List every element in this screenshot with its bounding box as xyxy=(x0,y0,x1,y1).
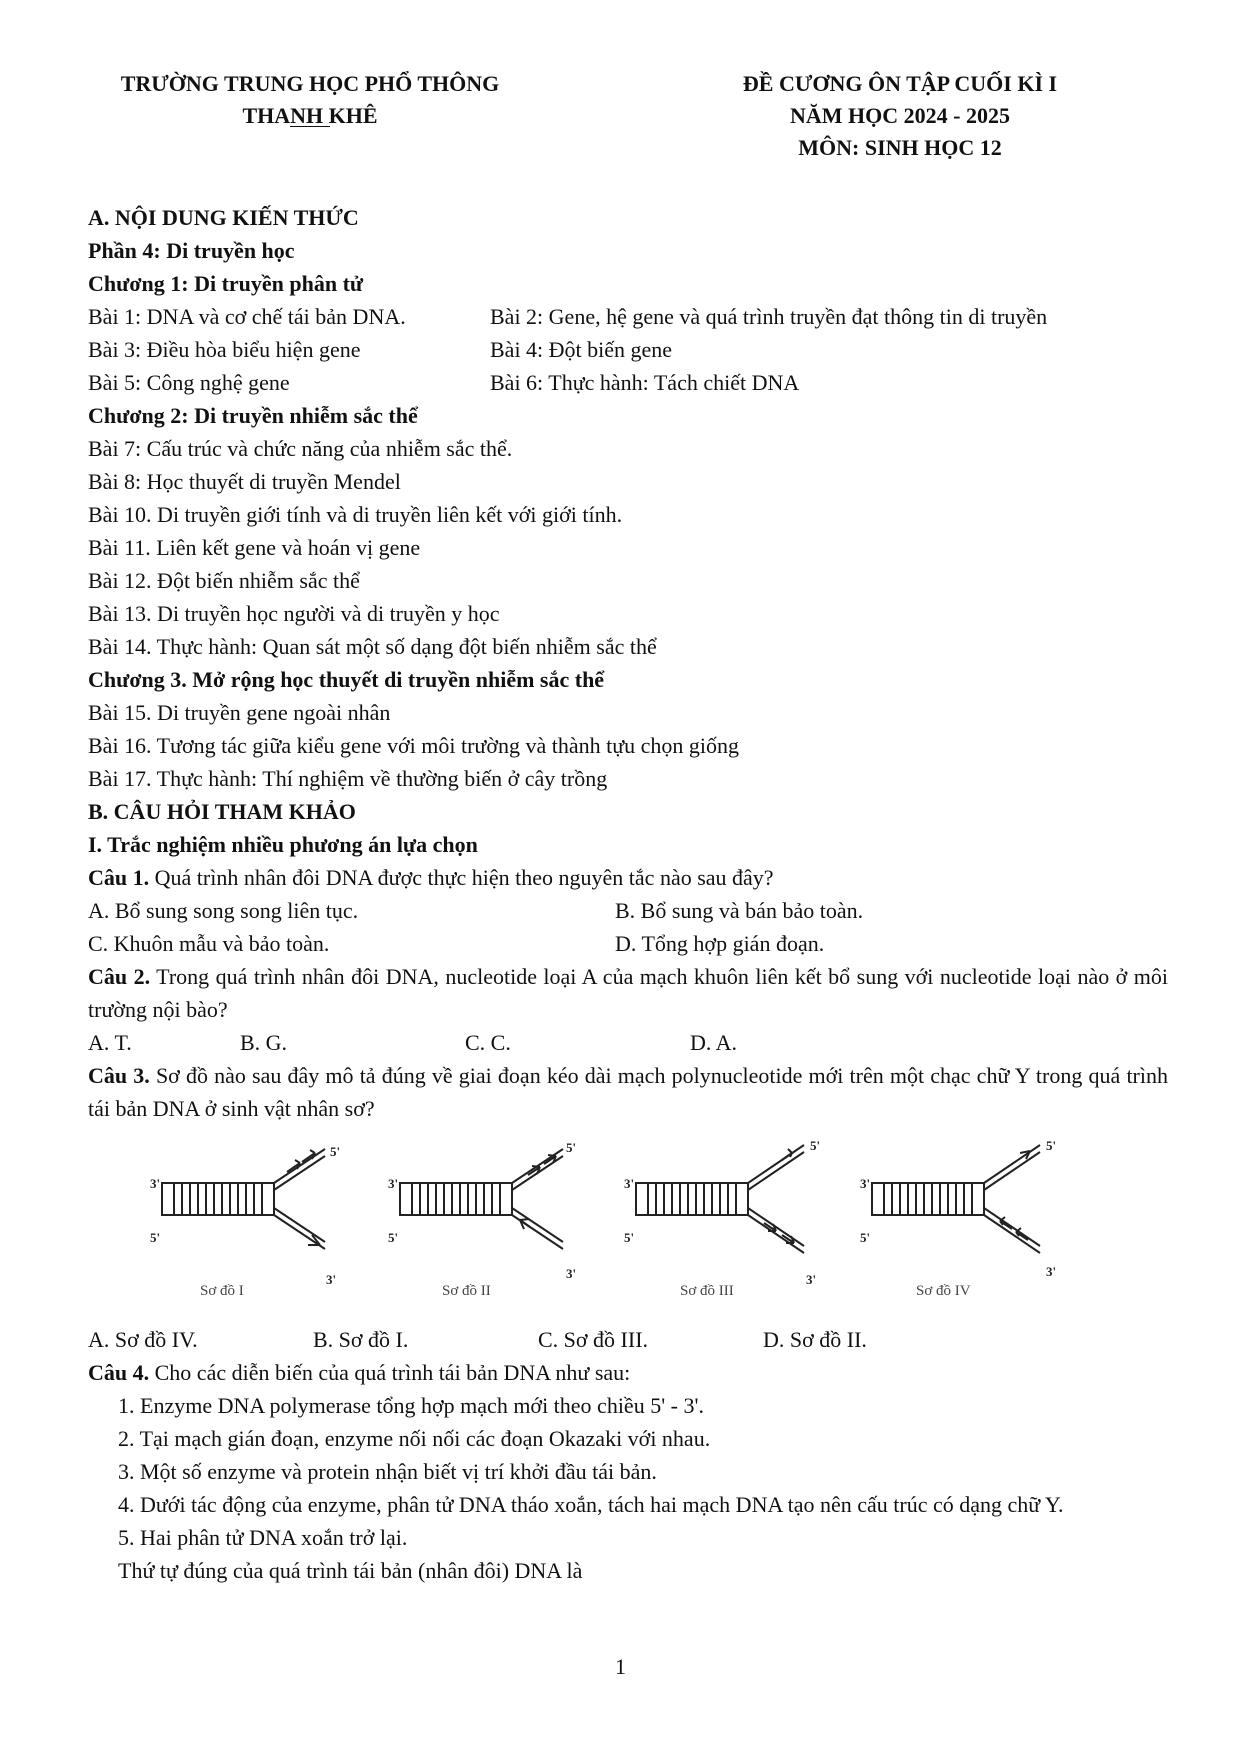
lesson-item: Bài 13. Di truyền học người và di truyền y học xyxy=(88,601,500,626)
multiple-choice-heading: I. Trắc nghiệm nhiều phương án lựa chọn xyxy=(88,832,478,857)
end-label: 5' xyxy=(860,1230,871,1245)
step-item: 3. Một số enzyme và protein nhận biết vị trí khởi đầu tái bản. xyxy=(118,1459,657,1484)
end-label: 5' xyxy=(330,1144,341,1159)
end-label: 3' xyxy=(388,1176,399,1191)
lesson-item: Bài 5: Công nghệ gene xyxy=(88,370,290,395)
end-label: 5' xyxy=(624,1230,635,1245)
question-label: Câu 1. xyxy=(88,865,150,890)
end-label: 3' xyxy=(326,1272,337,1287)
diagram-label: Sơ đồ III xyxy=(680,1283,734,1299)
question-4 xyxy=(88,1356,1168,1389)
end-label: 3' xyxy=(806,1272,817,1287)
question-2 xyxy=(88,960,1168,1026)
option-row xyxy=(88,1323,1168,1356)
lesson-item: Bài 4: Đột biến gene xyxy=(490,337,673,362)
question-text: Quá trình nhân đôi DNA được thực hiện theo nguyên tắc nào sau đây? xyxy=(154,865,774,890)
option-b: B. G. xyxy=(240,1030,288,1055)
question-3 xyxy=(88,1059,1168,1125)
section-a-heading: A. NỘI DUNG KIẾN THỨC xyxy=(88,205,359,230)
chapter2-title: Chương 2: Di truyền nhiễm sắc thể xyxy=(88,403,418,428)
chapter3-title: Chương 3. Mở rộng học thuyết di truyền nhiễm sắc thể xyxy=(88,667,605,692)
option-c: C. C. xyxy=(465,1030,511,1055)
question-text: Sơ đồ nào sau đây mô tả đúng về giai đoạn kéo dài mạch polynucleotide mới trên một chạc chữ Y trong quá trình tái bản DNA ở sinh vật nhân sơ? xyxy=(88,1063,1168,1121)
step-item: 2. Tại mạch gián đoạn, enzyme nối nối các đoạn Okazaki với nhau. xyxy=(118,1426,711,1451)
lesson-item: Bài 2: Gene, hệ gene và quá trình truyền đạt thông tin di truyền xyxy=(490,304,1048,329)
question-label: Câu 2. xyxy=(88,964,151,989)
lesson-item: Bài 15. Di truyền gene ngoài nhân xyxy=(88,700,391,725)
page-number: 1 xyxy=(615,1654,626,1679)
lesson-item: Bài 1: DNA và cơ chế tái bản DNA. xyxy=(88,304,406,329)
question-prompt: Thứ tự đúng của quá trình tái bản (nhân đôi) DNA là xyxy=(118,1558,583,1583)
end-label: 3' xyxy=(150,1176,161,1191)
school-name-line1: TRƯỜNG TRUNG HỌC PHỔ THÔNG xyxy=(120,71,500,96)
lesson-item: Bài 16. Tương tác giữa kiểu gene với môi trường và thành tựu chọn giống xyxy=(88,733,740,758)
diagram-4 xyxy=(860,1125,1070,1315)
subject: MÔN: SINH HỌC 12 xyxy=(798,135,1002,160)
end-label: 3' xyxy=(860,1176,871,1191)
end-label: 5' xyxy=(1046,1138,1057,1153)
document-body xyxy=(88,201,1168,1587)
option-a: A. Bổ sung song song liên tục. xyxy=(88,898,359,923)
diagram-3 xyxy=(624,1125,834,1315)
document-title: ĐỀ CƯƠNG ÔN TẬP CUỐI KÌ I xyxy=(742,71,1058,96)
diagram-1 xyxy=(150,1125,350,1315)
part-heading: Phần 4: Di truyền học xyxy=(88,238,295,263)
option-a: A. Sơ đồ IV. xyxy=(88,1327,198,1352)
step-item: 4. Dưới tác động của enzyme, phân tử DNA tháo xoắn, tách hai mạch DNA tạo nên cấu trúc có dạng chữ Y. xyxy=(118,1492,1064,1517)
option-d: D. Sơ đồ II. xyxy=(763,1327,867,1352)
lesson-row xyxy=(88,333,1168,366)
option-row xyxy=(88,1026,1168,1059)
lesson-item: Bài 10. Di truyền giới tính và di truyền liên kết với giới tính. xyxy=(88,502,623,527)
diagram-label: Sơ đồ I xyxy=(200,1283,244,1299)
option-c: C. Sơ đồ III. xyxy=(538,1327,649,1352)
option-c: C. Khuôn mẫu và bảo toàn. xyxy=(88,931,330,956)
option-row xyxy=(88,927,1168,960)
option-d: D. Tổng hợp gián đoạn. xyxy=(615,931,825,956)
document-title-block xyxy=(660,68,1140,164)
option-row xyxy=(88,894,1168,927)
lesson-item: Bài 11. Liên kết gene và hoán vị gene xyxy=(88,535,421,560)
end-label: 3' xyxy=(566,1266,577,1281)
lesson-item: Bài 12. Đột biến nhiễm sắc thể xyxy=(88,568,360,593)
step-item: 1. Enzyme DNA polymerase tổng hợp mạch mới theo chiều 5' - 3'. xyxy=(118,1393,704,1418)
end-label: 5' xyxy=(388,1230,399,1245)
option-a: A. T. xyxy=(88,1030,132,1055)
replication-fork-diagrams xyxy=(88,1125,1168,1323)
option-b: B. Sơ đồ I. xyxy=(313,1327,409,1352)
lesson-row xyxy=(88,300,1168,333)
school-year: NĂM HỌC 2024 - 2025 xyxy=(790,103,1010,128)
diagram-2 xyxy=(388,1125,588,1315)
question-text: Trong quá trình nhân đôi DNA, nucleotide loại A của mạch khuôn liên kết bổ sung với nucleotide loại nào ở môi trường nội bào? xyxy=(88,964,1169,1022)
end-label: 3' xyxy=(624,1176,635,1191)
option-b: B. Bổ sung và bán bảo toàn. xyxy=(615,898,864,923)
replication-fork-figure xyxy=(150,1125,350,1315)
question-text: Cho các diễn biến của quá trình tái bản DNA như sau: xyxy=(154,1360,631,1385)
step-item: 5. Hai phân tử DNA xoắn trở lại. xyxy=(118,1525,408,1550)
diagram-label: Sơ đồ II xyxy=(442,1283,491,1299)
option-d: D. A. xyxy=(690,1030,738,1055)
end-label: 5' xyxy=(150,1230,161,1245)
lesson-item: Bài 8: Học thuyết di truyền Mendel xyxy=(88,469,401,494)
diagram-label: Sơ đồ IV xyxy=(916,1283,971,1299)
end-label: 5' xyxy=(566,1140,577,1155)
lesson-item: Bài 14. Thực hành: Quan sát một số dạng đột biến nhiễm sắc thể xyxy=(88,634,657,659)
lesson-item: Bài 3: Điều hòa biểu hiện gene xyxy=(88,337,361,362)
lesson-item: Bài 6: Thực hành: Tách chiết DNA xyxy=(490,370,800,395)
end-label: 5' xyxy=(810,1138,821,1153)
lesson-item: Bài 7: Cấu trúc và chức năng của nhiễm sắc thể. xyxy=(88,436,513,461)
end-label: 3' xyxy=(1046,1264,1057,1279)
school-name-line2: THANH KHÊ xyxy=(242,103,378,128)
question-label: Câu 3. xyxy=(88,1063,150,1088)
school-header xyxy=(70,68,550,127)
lesson-item: Bài 17. Thực hành: Thí nghiệm về thường biến ở cây trồng xyxy=(88,766,608,791)
chapter1-title: Chương 1: Di truyền phân tử xyxy=(88,271,364,296)
question-1 xyxy=(88,861,1168,894)
question-label: Câu 4. xyxy=(88,1360,150,1385)
section-b-heading: B. CÂU HỎI THAM KHẢO xyxy=(88,799,356,824)
lesson-row xyxy=(88,366,1168,399)
